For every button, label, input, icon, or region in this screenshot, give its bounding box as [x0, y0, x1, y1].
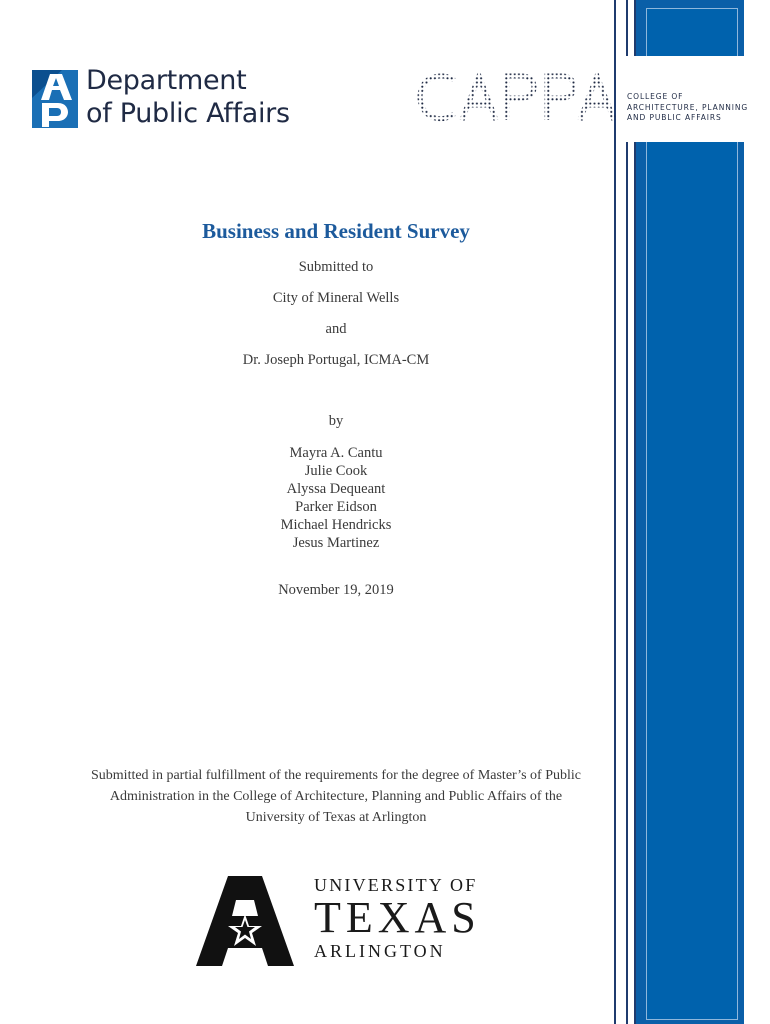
fulfillment-line1: Submitted in partial fulfillment of the requirements for the degree of Master’s of Public	[91, 768, 581, 783]
cappa-logo-subtitle	[627, 92, 748, 124]
author-name: Julie Cook	[304, 463, 368, 479]
uta-a-star-icon	[196, 876, 294, 966]
dpa-logo-icon	[32, 70, 78, 128]
cappa-sub-line1: COLLEGE OF	[627, 92, 684, 101]
fulfillment-line2: Administration in the College of Architecture, Planning and Public Affairs of the	[109, 789, 563, 804]
author-name: Jesus Martinez	[292, 535, 380, 551]
report-date: November 19, 2019	[278, 582, 394, 598]
recipient-person: Dr. Joseph Portugal, ICMA-CM	[242, 352, 430, 368]
author-name: Mayra A. Cantu	[289, 445, 383, 461]
cappa-sub-line2: ARCHITECTURE, PLANNING	[627, 102, 749, 112]
dpa-logo-line2: of Public Affairs	[86, 98, 290, 129]
fulfillment-line3: University of Texas at Arlington	[245, 810, 427, 825]
uta-line1: UNIVERSITY OF	[314, 875, 478, 895]
side-band-panel	[646, 8, 738, 1020]
by-label: by	[328, 413, 344, 429]
uta-line3: ARLINGTON	[314, 941, 446, 961]
recipient-city: City of Mineral Wells	[272, 290, 400, 306]
dpa-logo-line1: Department	[86, 65, 247, 96]
dpa-logo-text	[86, 64, 290, 130]
fulfillment-statement	[30, 765, 642, 828]
document-title: Business and Resident Survey	[202, 219, 470, 243]
author-list	[30, 444, 642, 552]
author-name: Parker Eidson	[295, 499, 377, 515]
and-label: and	[325, 321, 347, 337]
uta-logo-text	[314, 874, 481, 962]
author-name: Alyssa Dequeant	[286, 481, 386, 497]
cappa-logo-wordmark	[416, 72, 621, 122]
submitted-to-label: Submitted to	[298, 259, 374, 275]
author-name: Michael Hendricks	[280, 517, 392, 533]
uta-line2: TEXAS	[314, 893, 481, 942]
cappa-sub-line3: AND PUBLIC AFFAIRS	[627, 113, 722, 122]
